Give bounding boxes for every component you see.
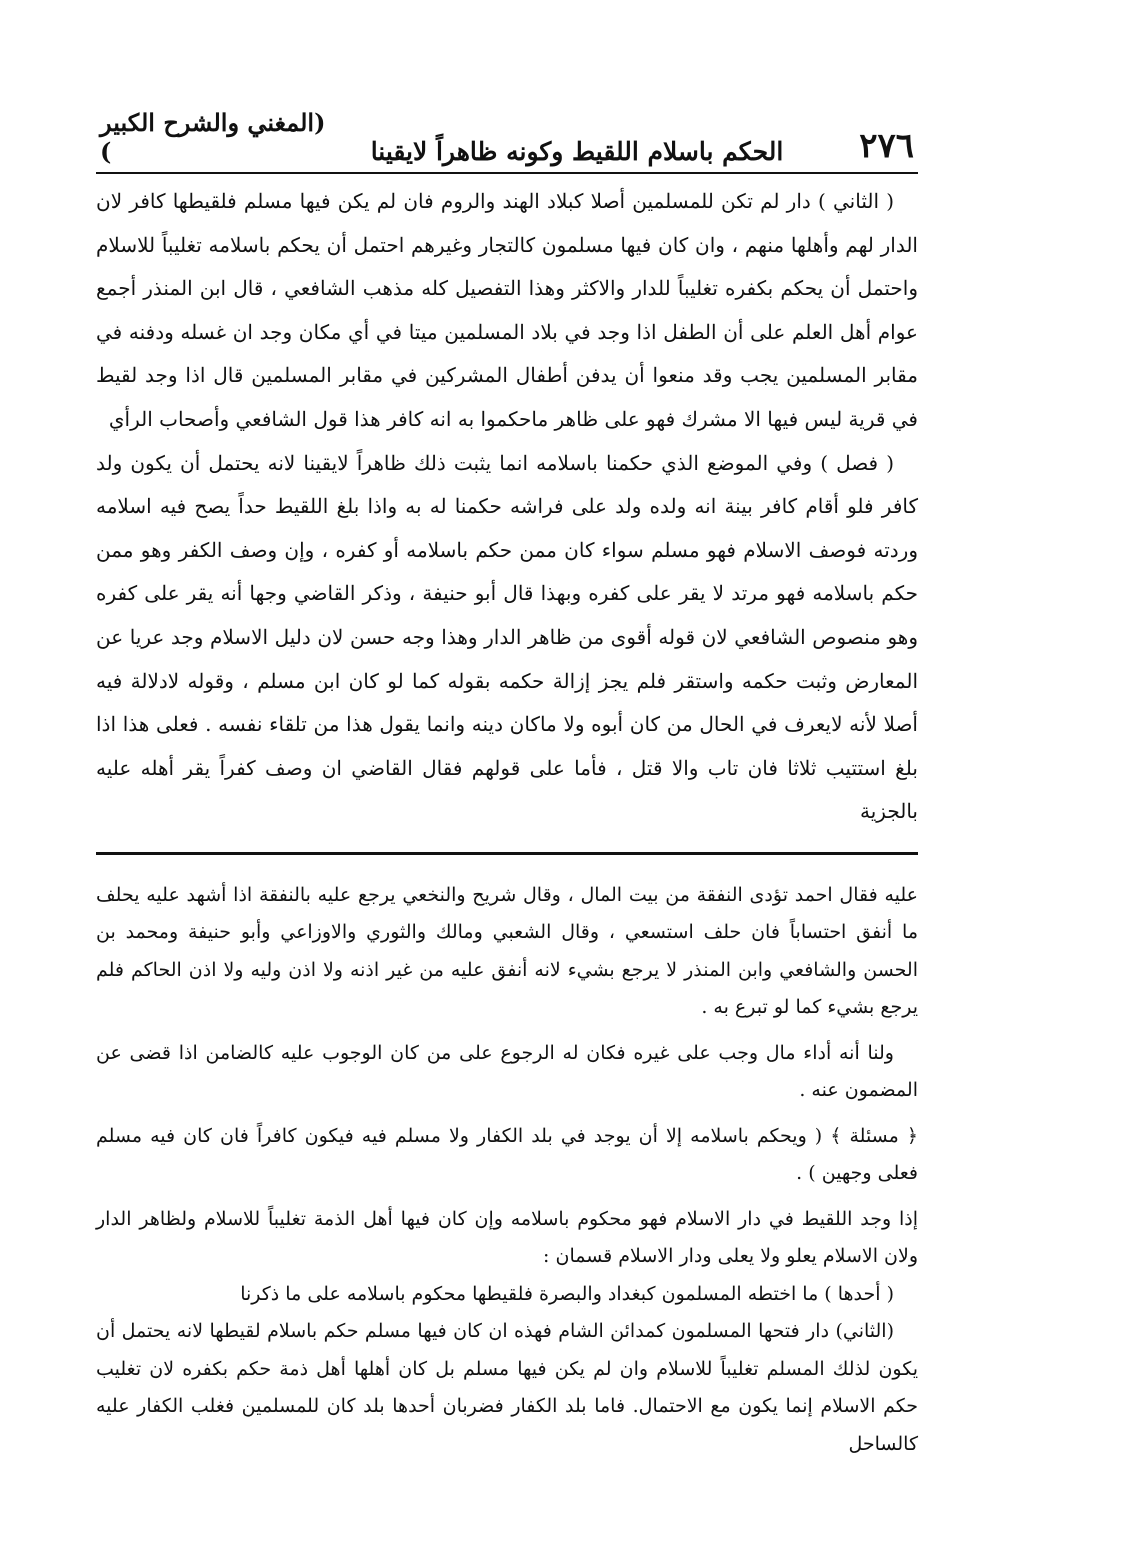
commentary-paragraph-1: عليه فقال احمد تؤدى النفقة من بيت المال ، وقال شريح والنخعي يرجع عليه بالنفقة اذا أشهد عليه يحلف ما أنفق احتساباً فان حلف استسعي ، وقال الشعبي ومالك والثوري والاوزاعي وأبو حنيفة ومحمد بن الحسن والشافعي وابن المنذر لا يرجع بشيء لانه أنفق عليه من غير اذنه ولا اذن وليه ولا اذن الحاكم فلم يرجع بشيء كما لو تبرع به . bbox=[96, 883, 918, 1019]
page-header bbox=[96, 108, 918, 174]
commentary-paragraph-6: (الثاني) دار فتحها المسلمون كمدائن الشام فهذه ان كان فيها مسلم حكم باسلام لقيطها لانه يحتمل أن يكون لذلك المسلم تغليباً للاسلام وان لم يكن فيها مسلم بل كان أهلها أهل ذمة حكم بكفره لان تغليب حكم الاسلام إنما يكون مع الاحتمال. فاما بلد الكفار فضربان أحدها بلد كان للمسلمين فغلب الكفار عليه كالساحل bbox=[96, 1320, 918, 1455]
section-divider bbox=[96, 852, 918, 855]
running-title: الحكم باسلام اللقيط وكونه ظاهراً لايقينا bbox=[370, 137, 784, 166]
commentary-section bbox=[96, 877, 918, 1464]
page-number: ٢٧٦ bbox=[859, 126, 914, 166]
commentary-paragraph-4: إذا وجد اللقيط في دار الاسلام فهو محكوم باسلامه وإن كان فيها أهل الذمة تغليباً للاسلام ولظاهر الدار ولان الاسلام يعلو ولا يعلى ودار الاسلام قسمان : bbox=[96, 1207, 918, 1268]
document-page bbox=[96, 108, 919, 1518]
main-text-section bbox=[96, 180, 918, 834]
commentary-paragraph-masala: ﴿ مسئلة ﴾ ( ويحكم باسلامه إلا أن يوجد في بلد الكفار ولا مسلم فيه فيكون كافراً فان كان فيه مسلم فعلى وجهين ) . bbox=[96, 1124, 918, 1185]
book-title: (المغني والشرح الكبير ) bbox=[100, 108, 326, 166]
commentary-paragraph-5: ( أحدها ) ما اختطه المسلمون كبغداد والبصرة فلقيطها محكوم باسلامه على ما ذكرنا bbox=[240, 1282, 894, 1305]
main-paragraph-second-category: ( الثاني ) دار لم تكن للمسلمين أصلا كبلاد الهند والروم فان لم يكن فيها مسلم فلقيطها كافر لان الدار لهم وأهلها منهم ، وان كان فيها مسلمون كالتجار وغيرهم احتمل أن يحكم باسلامه تغليباً للاسلام واحتمل أن يحكم بكفره تغليباً للدار والاكثر وهذا التفصيل كله مذهب الشافعي ، قال ابن المنذر أجمع عوام أهل العلم على أن الطفل اذا وجد في بلاد المسلمين ميتا في أي مكان وجد ان غسله ودفنه في مقابر المسلمين يجب وقد منعوا أن يدفن أطفال المشركين في مقابر المسلمين قال اذا وجد لقيط في قرية ليس فيها الا مشرك فهو على ظاهر ماحكموا به انه كافر هذا قول الشافعي وأصحاب الرأي bbox=[96, 189, 918, 431]
commentary-paragraph-2: ولنا أنه أداء مال وجب على غيره فكان له الرجوع على من كان الوجوب عليه كالضامن اذا قضى عن المضمون عنه . bbox=[96, 1041, 918, 1102]
main-paragraph-fasl: ( فصل ) وفي الموضع الذي حكمنا باسلامه انما يثبت ذلك ظاهراً لايقينا لانه يحتمل أن يكون ولد كافر فلو أقام كافر بينة انه ولده ولد على فراشه حكمنا له به واذا بلغ اللقيط حداً يصح فيه اسلامه وردته فوصف الاسلام فهو مسلم سواء كان ممن حكم باسلامه أو كفره ، وإن وصف الكفر وهو ممن حكم باسلامه فهو مرتد لا يقر على كفره وبهذا قال أبو حنيفة ، وذكر القاضي وجها أنه يقر على كفره وهو منصوص الشافعي لان قوله أقوى من ظاهر الدار وهذا وجه حسن لان دليل الاسلام وجد عريا عن المعارض وثبت حكمه واستقر فلم يجز إزالة حكمه بقوله كما لو كان ابن مسلم ، وقوله لادلالة فيه أصلا لأنه لايعرف في الحال من كان أبوه ولا ماكان دينه وانما يقول هذا من تلقاء نفسه . فعلى هذا اذا بلغ استتيب ثلاثا فان تاب والا قتل ، فأما على قولهم فقال القاضي ان وصف كفراً يقر أهله عليه بالجزية bbox=[96, 450, 919, 824]
